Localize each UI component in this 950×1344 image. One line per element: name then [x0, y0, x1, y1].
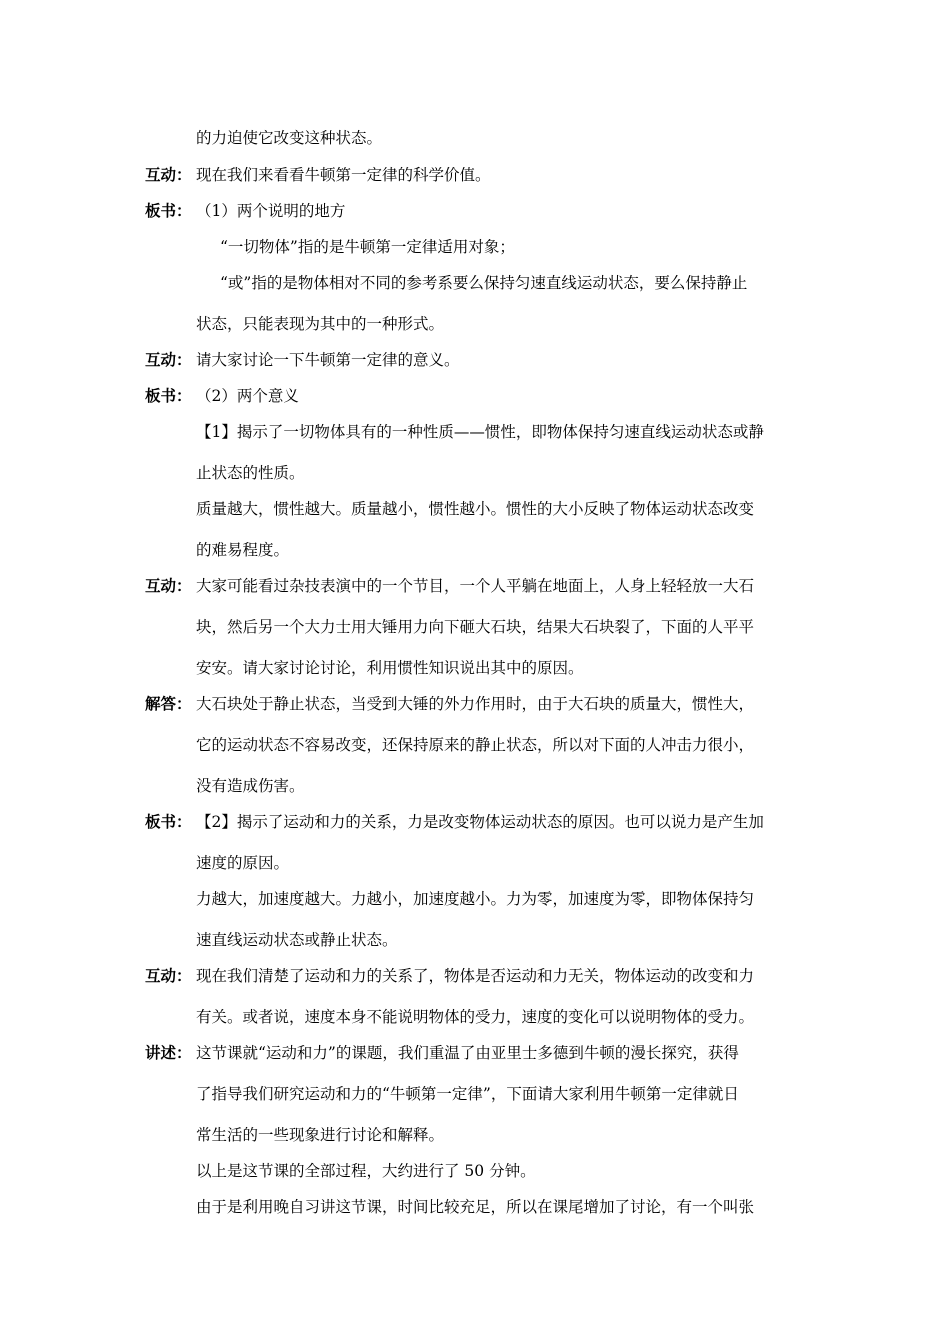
text-line: 这节课就“运动和力”的课题，我们重温了由亚里士多德到牛顿的漫长探究，获得 — [196, 1044, 739, 1062]
text-line: “一切物体”指的是牛顿第一定律适用对象； — [220, 238, 515, 256]
text-line: 现在我们清楚了运动和力的关系了，物体是否运动和力无关，物体运动的改变和力 — [196, 967, 755, 985]
label-banshu: 板书： — [145, 387, 192, 405]
text-line: 速度的原因。 — [196, 854, 290, 872]
text-line: “或”指的是物体相对不同的参考系要么保持匀速直线运动状态，要么保持静止 — [220, 274, 748, 292]
text-line: 质量越大，惯性越大。质量越小，惯性越小。惯性的大小反映了物体运动状态改变 — [196, 500, 755, 518]
label-banshu: 板书： — [145, 202, 192, 220]
label-hudong: 互动： — [145, 967, 192, 985]
label-jieda: 解答： — [145, 695, 192, 713]
text-line: 常生活的一些现象进行讨论和解释。 — [196, 1126, 445, 1144]
text-line: 的力迫使它改变这种状态。 — [196, 129, 383, 147]
label-hudong: 互动： — [145, 166, 192, 184]
text-line: 没有造成伤害。 — [196, 777, 305, 795]
text-line: 的难易程度。 — [196, 541, 290, 559]
text-line: 速直线运动状态或静止状态。 — [196, 931, 398, 949]
text-line: 力越大，加速度越大。力越小，加速度越小。力为零，加速度为零，即物体保持匀 — [196, 890, 755, 908]
text-line: 【2】揭示了运动和力的关系，力是改变物体运动状态的原因。也可以说力是产生加 — [196, 813, 764, 831]
text-line: 它的运动状态不容易改变，还保持原来的静止状态，所以对下面的人冲击力很小， — [196, 736, 755, 754]
text-line: 安安。请大家讨论讨论，利用惯性知识说出其中的原因。 — [196, 659, 584, 677]
text-line: 【1】揭示了一切物体具有的一种性质——惯性，即物体保持匀速直线运动状态或静 — [196, 423, 764, 441]
text-line: 了指导我们研究运动和力的“牛顿第一定律”，下面请大家利用牛顿第一定律就日 — [196, 1085, 739, 1103]
label-hudong: 互动： — [145, 351, 192, 369]
text-line: 现在我们来看看牛顿第一定律的科学价值。 — [196, 166, 491, 184]
text-line: 大家可能看过杂技表演中的一个节目，一个人平躺在地面上，人身上轻轻放一大石 — [196, 577, 755, 595]
label-hudong: 互动： — [145, 577, 192, 595]
text-line: 止状态的性质。 — [196, 464, 305, 482]
text-line: （2）两个意义 — [196, 387, 299, 405]
text-line: 块，然后另一个大力士用大锤用力向下砸大石块，结果大石块裂了，下面的人平平 — [196, 618, 755, 636]
label-jiangshu: 讲述： — [145, 1044, 192, 1062]
text-line: 大石块处于静止状态，当受到大锤的外力作用时，由于大石块的质量大，惯性大， — [196, 695, 755, 713]
text-line: 由于是利用晚自习讲这节课，时间比较充足，所以在课尾增加了讨论，有一个叫张 — [196, 1198, 755, 1216]
text-line: （1）两个说明的地方 — [196, 202, 346, 220]
text-line: 有关。或者说，速度本身不能说明物体的受力，速度的变化可以说明物体的受力。 — [196, 1008, 755, 1026]
label-banshu: 板书： — [145, 813, 192, 831]
text-line: 状态，只能表现为其中的一种形式。 — [196, 315, 445, 333]
text-line: 请大家讨论一下牛顿第一定律的意义。 — [196, 351, 460, 369]
text-line: 以上是这节课的全部过程，大约进行了 50 分钟。 — [196, 1162, 536, 1180]
